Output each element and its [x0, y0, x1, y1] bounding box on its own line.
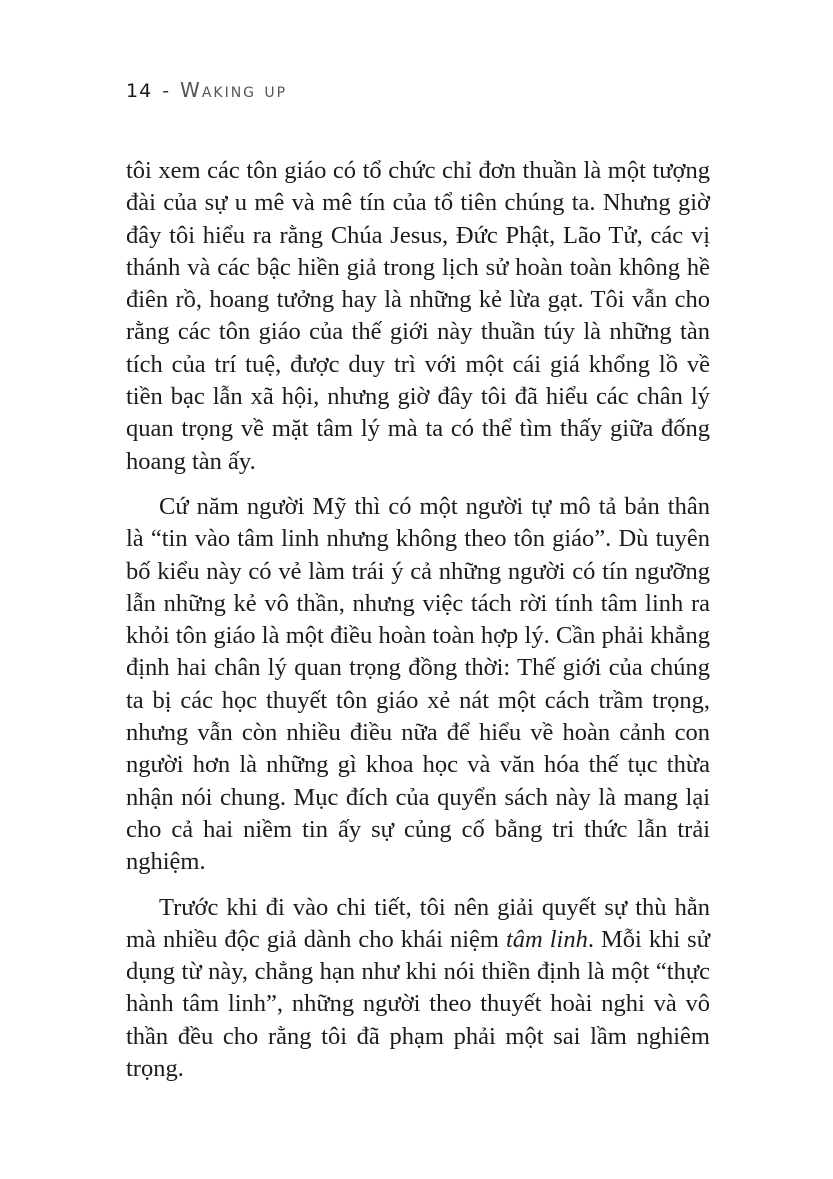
page-number: 14 — [126, 80, 153, 102]
paragraph-1: tôi xem các tôn giáo có tổ chức chỉ đơn thuần là một tượng đài của sự u mê và mê tín của tổ tiên chúng ta. Nhưng giờ đây tôi hiểu ra rằng Chúa Jesus, Đức Phật, Lão Tử, các vị thánh và các bậc hiền giả trong lịch sử hoàn toàn không hề điên rồ, hoang tưởng hay là những kẻ lừa gạt. Tôi vẫn cho rằng các tôn giáo của thế giới này thuần túy là những tàn tích của trí tuệ, được duy trì với một cái giá khổng lồ về tiền bạc lẫn xã hội, nhưng giờ đây tôi đã hiểu các chân lý quan trọng về mặt tâm lý mà ta có thể tìm thấy giữa đống hoang tàn ấy. — [126, 157, 710, 475]
paragraph-3 — [126, 892, 710, 1086]
page-body — [126, 155, 710, 1098]
running-header — [126, 78, 287, 102]
paragraph-3-text-start: Trước khi đi vào chi tiết, tôi nên giải quyết sự thù hằn mà nhiều độc giả dành cho khái niệm — [126, 893, 710, 953]
italic-term: tâm linh — [505, 925, 588, 953]
paragraph-2: Cứ năm người Mỹ thì có một người tự mô tả bản thân là “tin vào tâm linh nhưng không theo tôn giáo”. Dù tuyên bố kiểu này có vẻ làm trái ý cả những người có tín ngưỡng lẫn những kẻ vô thần, nhưng việc tách rời tính tâm linh ra khỏi tôn giáo là một điều hoàn toàn hợp lý. Cần phải khẳng định hai chân lý quan trọng đồng thời: Thế giới của chúng ta bị các học thuyết tôn giáo xẻ nát một cách trầm trọng, nhưng vẫn còn nhiều điều nữa để hiểu về hoàn cảnh con người hơn là những gì khoa học và văn hóa thế tục thừa nhận nói chung. Mục đích của quyển sách này là mang lại cho cả hai niềm tin ấy sự củng cố bằng tri thức lẫn trải nghiệm. — [126, 492, 710, 876]
paragraph-3-text-end: . Mỗi khi sử dụng từ này, chẳng hạn như khi nói thiền định là một “thực hành tâm linh”, những người theo thuyết hoài nghi và vô thần đều cho rằng tôi đã phạm phải một sai lầm nghiêm trọng. — [126, 925, 710, 1083]
header-separator: - — [162, 80, 171, 102]
book-title: Waking up — [180, 78, 288, 102]
